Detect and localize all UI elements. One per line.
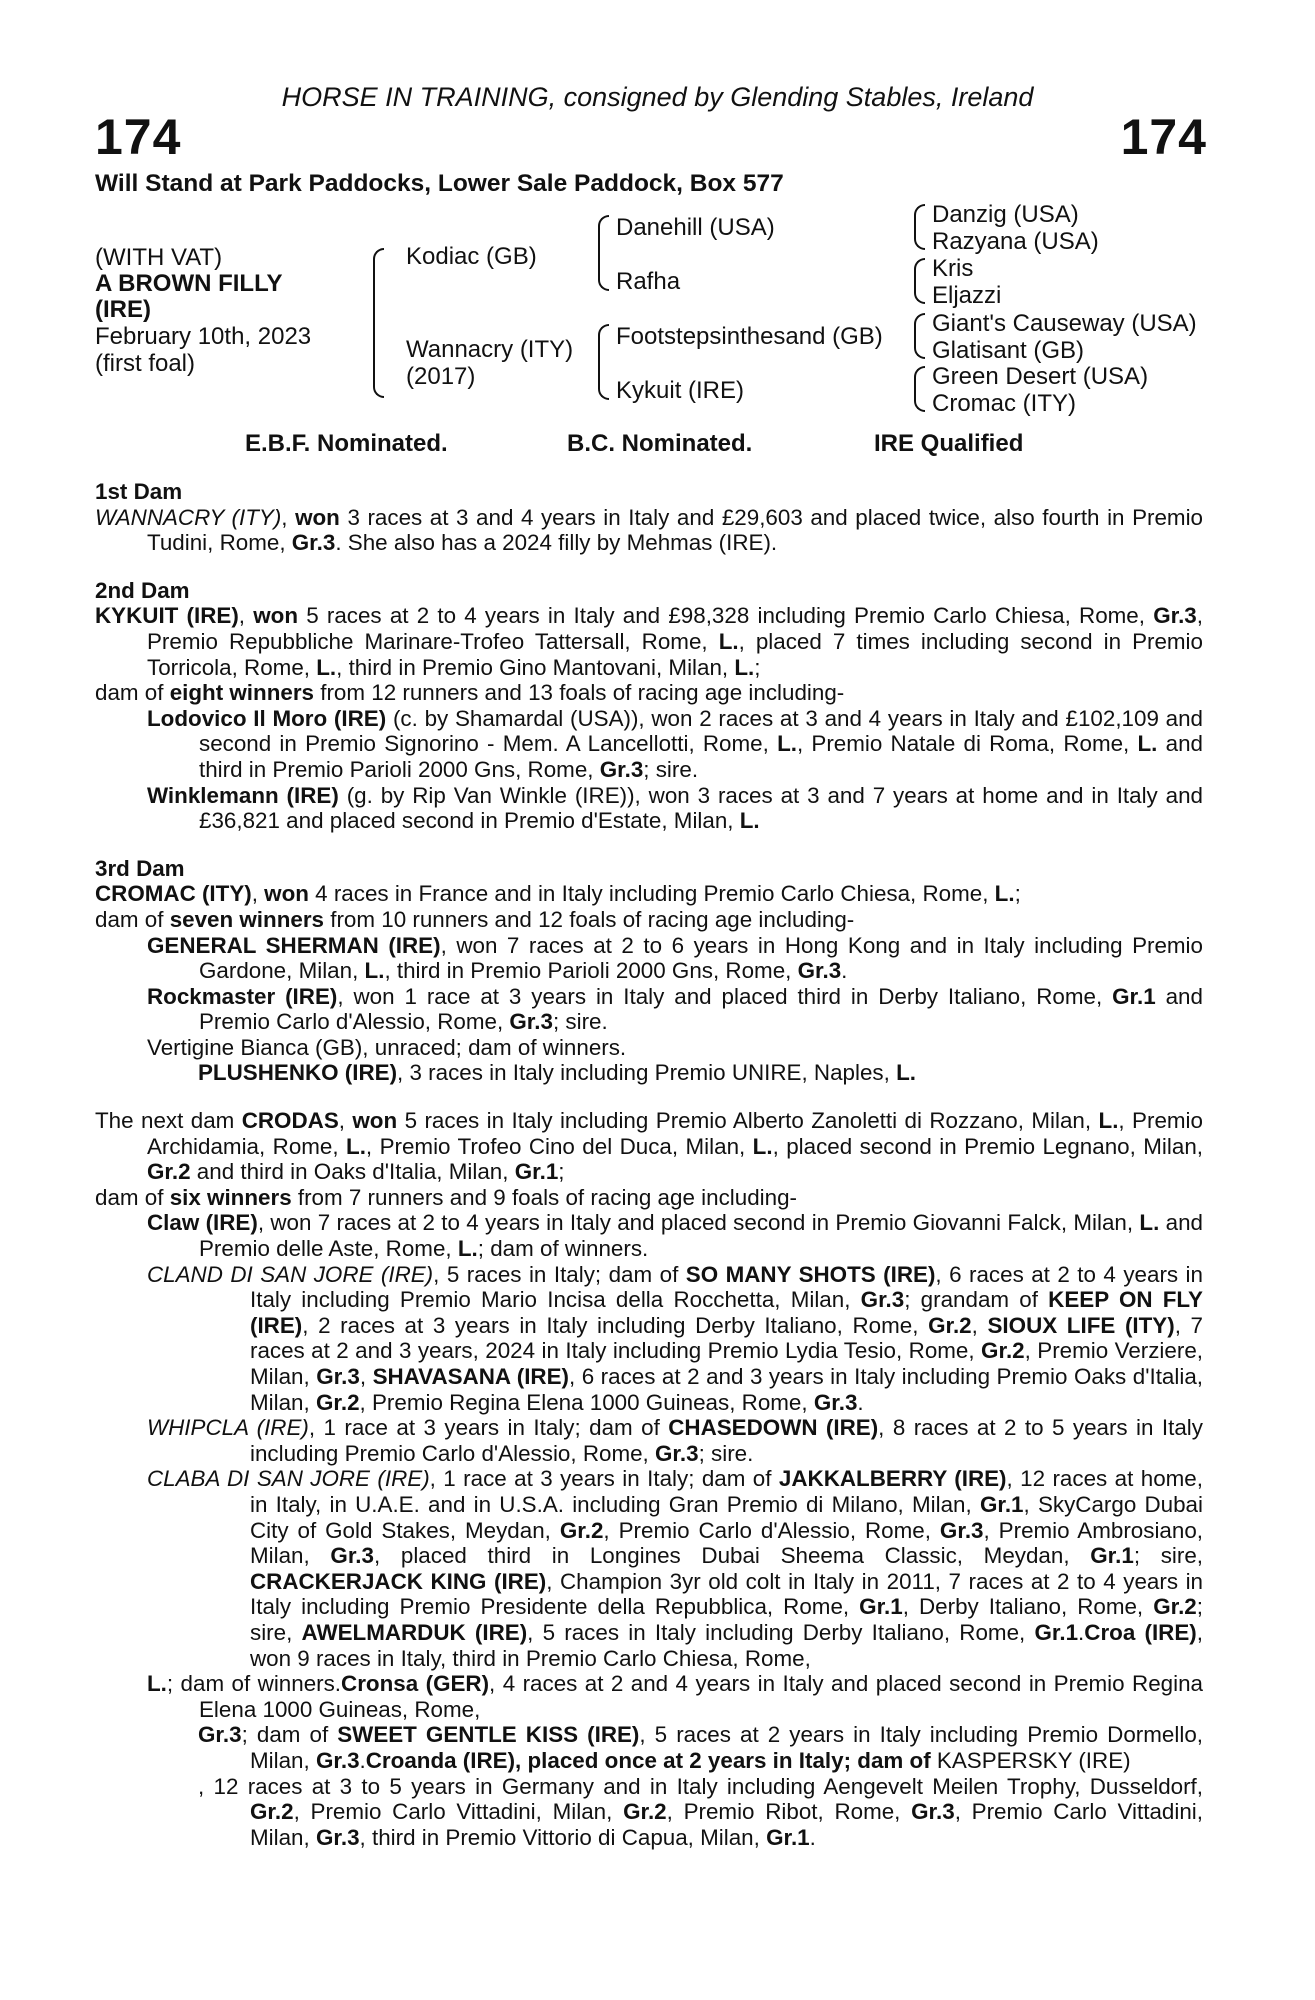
dam-sire-sire: Giant's Causeway (USA)	[932, 310, 1197, 337]
dam-sire-dam: Glatisant (GB)	[932, 337, 1085, 364]
foal-note: (first foal)	[95, 350, 196, 377]
ire-qualification: IRE Qualified	[874, 430, 1024, 457]
dam-sire: Footstepsinthesand (GB)	[616, 323, 883, 350]
produce-entry: Winklemann (IRE) (g. by Rip Van Winkle (IRE)), won 3 races at 3 and 7 years at home and in Italy and £36,821 and placed second in Premio d'Estate, Milan, L.	[147, 782, 1203, 834]
vat-note: (WITH VAT)	[95, 244, 223, 271]
grand-produce-entry: PLUSHENKO (IRE), 3 races in Italy including Premio UNIRE, Naples, L.	[198, 1060, 916, 1086]
next-dam-entry: The next dam CRODAS, won 5 races in Italy including Premio Alberto Zanoletti di Rozzano, Milan, L., Premio Archidamia, Rome, L., Premio Trofeo Cino del Duca, Milan, L., placed second in Premio Legnano, Milan, Gr.2 and third in Oaks d'Italia, Milan, Gr.1;	[95, 1108, 1203, 1185]
third-dam-heading: 3rd Dam	[95, 855, 185, 881]
grand-produce-entry: Gr.3; dam of SWEET GENTLE KISS (IRE), 5 races at 2 years in Italy including Premio Dormello, Milan, Gr.3.Croanda (IRE), placed once at 2 years in Italy; dam of KASPERSKY (IRE)	[198, 1722, 1203, 1773]
grand-produce-entry: CLAND DI SAN JORE (IRE), 5 races in Italy; dam of SO MANY SHOTS (IRE), 6 races at 2 to 4 years in Italy including Premio Mario Incisa della Rocchetta, Milan, Gr.3; grandam of KEEP ON FLY (IRE), 2 races at 3 years in Italy including Derby Italiano, Rome, Gr.2, SIOUX LIFE (ITY), 7 races at 2 and 3 years, 2024 in Italy including Premio Lydia Tesio, Rome, Gr.2, Premio Verziere, Milan, Gr.3, SHAVASANA (IRE), 6 races at 2 and 3 years in Italy including Premio Oaks d'Italia, Milan, Gr.2, Premio Regina Elena 1000 Guineas, Rome, Gr.3.	[147, 1261, 1204, 1415]
grand-produce-entry: CLABA DI SAN JORE (IRE), 1 race at 3 years in Italy; dam of JAKKALBERRY (IRE), 12 races at home, in Italy, in U.A.E. and in U.S.A. including Gran Premio di Milano, Milan, Gr.1, SkyCargo Dubai City of Gold Stakes, Meydan, Gr.2, Premio Carlo d'Alessio, Rome, Gr.3, Premio Ambrosiano, Milan, Gr.3, placed third in Longines Dubai Sheema Classic, Meydan, Gr.1; sire, CRACKERJACK KING (IRE), Champion 3yr old colt in Italy in 2011, 7 races at 2 to 4 years in Italy including Premio Presidente della Repubblica, Rome, Gr.1, Derby Italiano, Rome, Gr.2; sire, AWELMARDUK (IRE), 5 races in Italy including Derby Italiano, Rome, Gr.1.Croa (IRE), won 9 races in Italy, third in Premio Carlo Chiesa, Rome,	[147, 1466, 1204, 1671]
produce-entry: Claw (IRE), won 7 races at 2 to 4 years in Italy and placed second in Premio Giovanni Falck, Milan, L. and Premio delle Aste, Rome, L.; dam of winners.	[147, 1210, 1203, 1262]
sire-dam-sire: Kris	[932, 255, 974, 282]
lot-number-right: 174	[1120, 109, 1207, 165]
next-dam-produce-summary: dam of six winners from 7 runners and 9 foals of racing age including-	[95, 1184, 797, 1210]
dam: Wannacry (ITY)	[406, 336, 574, 363]
produce-entry: L.; dam of winners.Cronsa (GER), 4 races at 2 and 4 years in Italy and placed second in Premio Regina Elena 1000 Guineas, Rome,	[147, 1671, 1203, 1722]
produce-entry: Lodovico Il Moro (IRE) (c. by Shamardal (USA)), won 2 races at 3 and 4 years in Italy and £102,109 and second in Premio Signorino - Mem. A Lancellotti, Rome, L., Premio Natale di Roma, Rome, L. and third in Premio Parioli 2000 Gns, Rome, Gr.3; sire.	[147, 705, 1204, 782]
foaling-date: February 10th, 2023	[95, 323, 312, 350]
dam-dam: Kykuit (IRE)	[616, 377, 745, 404]
sd-brace	[914, 258, 925, 304]
sire-parents-brace	[598, 215, 609, 291]
second-dam-produce-summary: dam of eight winners from 12 runners and 13 foals of racing age including-	[95, 680, 845, 706]
grand-produce-entry: , 12 races at 3 to 5 years in Germany and in Italy including Aengevelt Meilen Trophy, Dusseldorf, Gr.2, Premio Carlo Vittadini, Milan, Gr.2, Premio Ribot, Rome, Gr.3, Premio Carlo Vittadini, Milan, Gr.3, third in Premio Vittorio di Capua, Milan, Gr.1.	[198, 1773, 1203, 1850]
ds-brace	[914, 313, 925, 359]
produce-entry: GENERAL SHERMAN (IRE), won 7 races at 2 to 6 years in Hong Kong and in Italy including Premio Gardone, Milan, L., third in Premio Parioli 2000 Gns, Rome, Gr.3.	[147, 932, 1203, 984]
dd-brace	[914, 366, 925, 412]
sire-sire-dam: Razyana (USA)	[932, 228, 1099, 255]
lot-number-left: 174	[95, 109, 182, 165]
third-dam-entry: CROMAC (ITY), won 4 races in France and in Italy including Premio Carlo Chiesa, Rome, L.;	[95, 881, 1021, 907]
consignment-header: HORSE IN TRAINING, consigned by Glending Stables, Ireland	[281, 82, 1034, 112]
horse-origin: (IRE)	[95, 296, 151, 323]
dam-dam-dam: Cromac (ITY)	[932, 390, 1076, 417]
sire-dam-dam: Eljazzi	[932, 282, 1002, 309]
sire: Kodiac (GB)	[406, 243, 537, 270]
ebf-nomination: E.B.F. Nominated.	[245, 430, 448, 457]
bc-nomination: B.C. Nominated.	[567, 430, 753, 457]
catalogue-body	[95, 479, 1203, 1850]
first-dam-entry: WANNACRY (ITY), won 3 races at 3 and 4 years in Italy and £29,603 and placed twice, also fourth in Premio Tudini, Rome, Gr.3. She also has a 2024 filly by Mehmas (IRE).	[95, 504, 1203, 556]
dam-year: (2017)	[406, 363, 476, 390]
dam-name: WANNACRY (ITY)	[95, 504, 282, 530]
sire-dam: Rafha	[616, 268, 681, 295]
second-dam-entry: KYKUIT (IRE), won 5 races at 2 to 4 years in Italy and £98,328 including Premio Carlo Chiesa, Rome, Gr.3, Premio Repubbliche Marinare-Trofeo Tattersall, Rome, L., placed 7 times including second in Premio Torricola, Rome, L., third in Premio Gino Mantovani, Milan, L.;	[95, 603, 1203, 680]
sire-sire-sire: Danzig (USA)	[932, 201, 1079, 228]
grand-produce-entry: WHIPCLA (IRE), 1 race at 3 years in Italy; dam of CHASEDOWN (IRE), 8 races at 2 to 5 years in Italy including Premio Carlo d'Alessio, Rome, Gr.3; sire.	[147, 1415, 1203, 1466]
stand-location: Will Stand at Park Paddocks, Lower Sale Paddock, Box 577	[95, 170, 784, 197]
produce-entry: Rockmaster (IRE), won 1 race at 3 years in Italy and placed third in Derby Italiano, Rome, Gr.1 and Premio Carlo d'Alessio, Rome, Gr.3; sire.	[147, 983, 1203, 1035]
dam-parents-brace	[598, 324, 609, 400]
ss-brace	[914, 204, 925, 250]
horse-description: A BROWN FILLY	[95, 270, 283, 297]
sire-sire: Danehill (USA)	[616, 214, 775, 241]
sire-dam-brace	[373, 248, 384, 398]
second-dam-heading: 2nd Dam	[95, 577, 190, 603]
produce-entry: Vertigine Bianca (GB), unraced; dam of winners.	[147, 1034, 627, 1060]
first-dam-heading: 1st Dam	[95, 479, 183, 504]
third-dam-produce-summary: dam of seven winners from 10 runners and 12 foals of racing age including-	[95, 906, 855, 932]
dam-dam-sire: Green Desert (USA)	[932, 363, 1149, 390]
